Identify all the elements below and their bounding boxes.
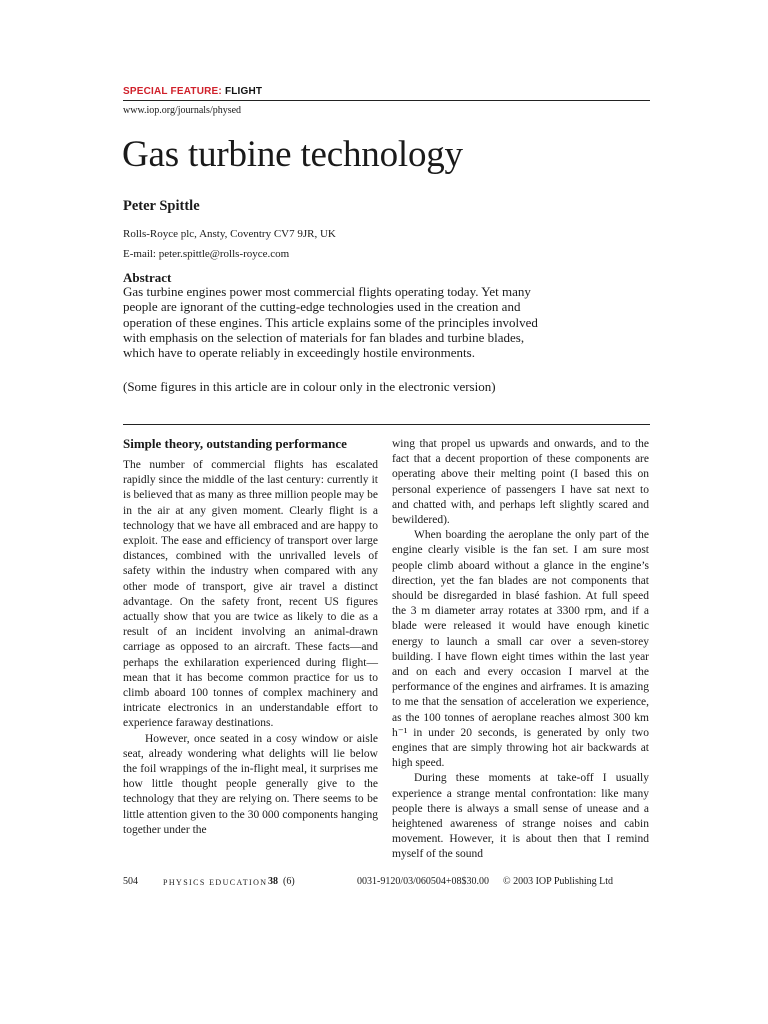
- page-number: 504: [123, 876, 138, 887]
- header-rule: [123, 100, 650, 101]
- abstract-heading: Abstract: [123, 270, 172, 285]
- author-affiliation: Rolls-Royce plc, Ansty, Coventry CV7 9JR, UK: [123, 228, 336, 240]
- body-column-left: [123, 458, 378, 838]
- author-name: Peter Spittle: [123, 198, 200, 214]
- article-title: Gas turbine technology: [122, 134, 463, 175]
- section-heading: Simple theory, outstanding performance: [123, 436, 347, 451]
- journal-volume: 38: [268, 876, 278, 887]
- body-paragraph: During these moments at take-off I usually experience a strange mental confrontation: like many people there is always a small sense of unease and a heightened awareness of strange noises and cabin movement. However, it is about then that I remind myself of the sound: [392, 772, 649, 861]
- copyright: © 2003 IOP Publishing Ltd: [503, 876, 614, 887]
- article-code: 0031-9120/03/060504+08$30.00: [357, 876, 490, 887]
- abstract-body: Gas turbine engines power most commercial flights operating today. Yet many people are ignorant of the cutting-edge technologies used in the creation and operation of these engines. This article explains some of the principles involved with emphasis on the selection of materials for fan blades and turbine blades, which have to operate reliably in exceedingly hostile environments.: [123, 284, 538, 361]
- author-email: E-mail: peter.spittle@rolls-royce.com: [123, 248, 290, 260]
- body-paragraph: However, once seated in a cosy window or aisle seat, already wondering what delights will lie below the foil wrappings of the in-flight meal, it surprises me how little thought people generally give to the technology that they are relying on. There seems to be little attention given to the 30 000 components hanging together under the: [123, 732, 378, 836]
- feature-label: [123, 86, 262, 97]
- feature-prefix: SPECIAL FEATURE:: [123, 86, 222, 97]
- body-paragraph: When boarding the aeroplane the only part of the engine clearly visible is the fan set. I am sure most people climb aboard without a glance in the engine’s direction, yet the fan blades are not components that should be disregarded in blasé fashion. At full speed the 3 m diameter array rotates at 3300 rpm, and if a blade were released it would have enough kinetic energy to launch a small car over a seven-storey building. I have flown eight times within the last year and on each and every occasion I marvel at the performance of the engines and airframes. It is amazing to me that the sensation of acceleration we experience, as the 100 tonnes of aeroplane reaches almost 300 km h⁻¹ in under 20 seconds, is generated by only two engines that are simply throwing hot air backwards at high speed.: [392, 529, 649, 770]
- abstract-note: (Some figures in this article are in colour only in the electronic version): [123, 379, 496, 394]
- body-paragraph: wing that propel us upwards and onwards, and to the fact that a decent proportion of these components are operating above their melting point (I based this on personal experience of passengers I have sat next to and chatted with, and perhaps left slightly scared and bewildered).: [392, 438, 649, 527]
- body-paragraph: The number of commercial flights has escalated rapidly since the middle of the last century: currently it is believed that as many as three million people may be in the air at any given moment. Clearly flight is a technology that we have all embraced and are happy to exploit. The ease and efficiency of transport over large distances, combined with the unrivalled levels of safety within the industry when compared with any other mode of transport, give air travel a distinct advantage. On the safety front, recent US figures actually show that you are twice as likely to die as a result of an incident involving an animal-drawn carriage as opposed to an aircraft. These facts—and perhaps the exhilaration experienced during flight—mean that it has become common practice for us to climb aboard 100 tonnes of complex machinery and intricate electronics in an understandable effort to experience faraway destinations.: [123, 459, 378, 730]
- journal-name: PHYSICS EDUCATION: [163, 878, 268, 887]
- feature-topic: FLIGHT: [224, 86, 263, 97]
- body-column-right: [392, 437, 649, 863]
- abstract-rule: [123, 424, 650, 425]
- journal-url: www.iop.org/journals/physed: [123, 105, 242, 116]
- journal-issue: (6): [283, 876, 295, 887]
